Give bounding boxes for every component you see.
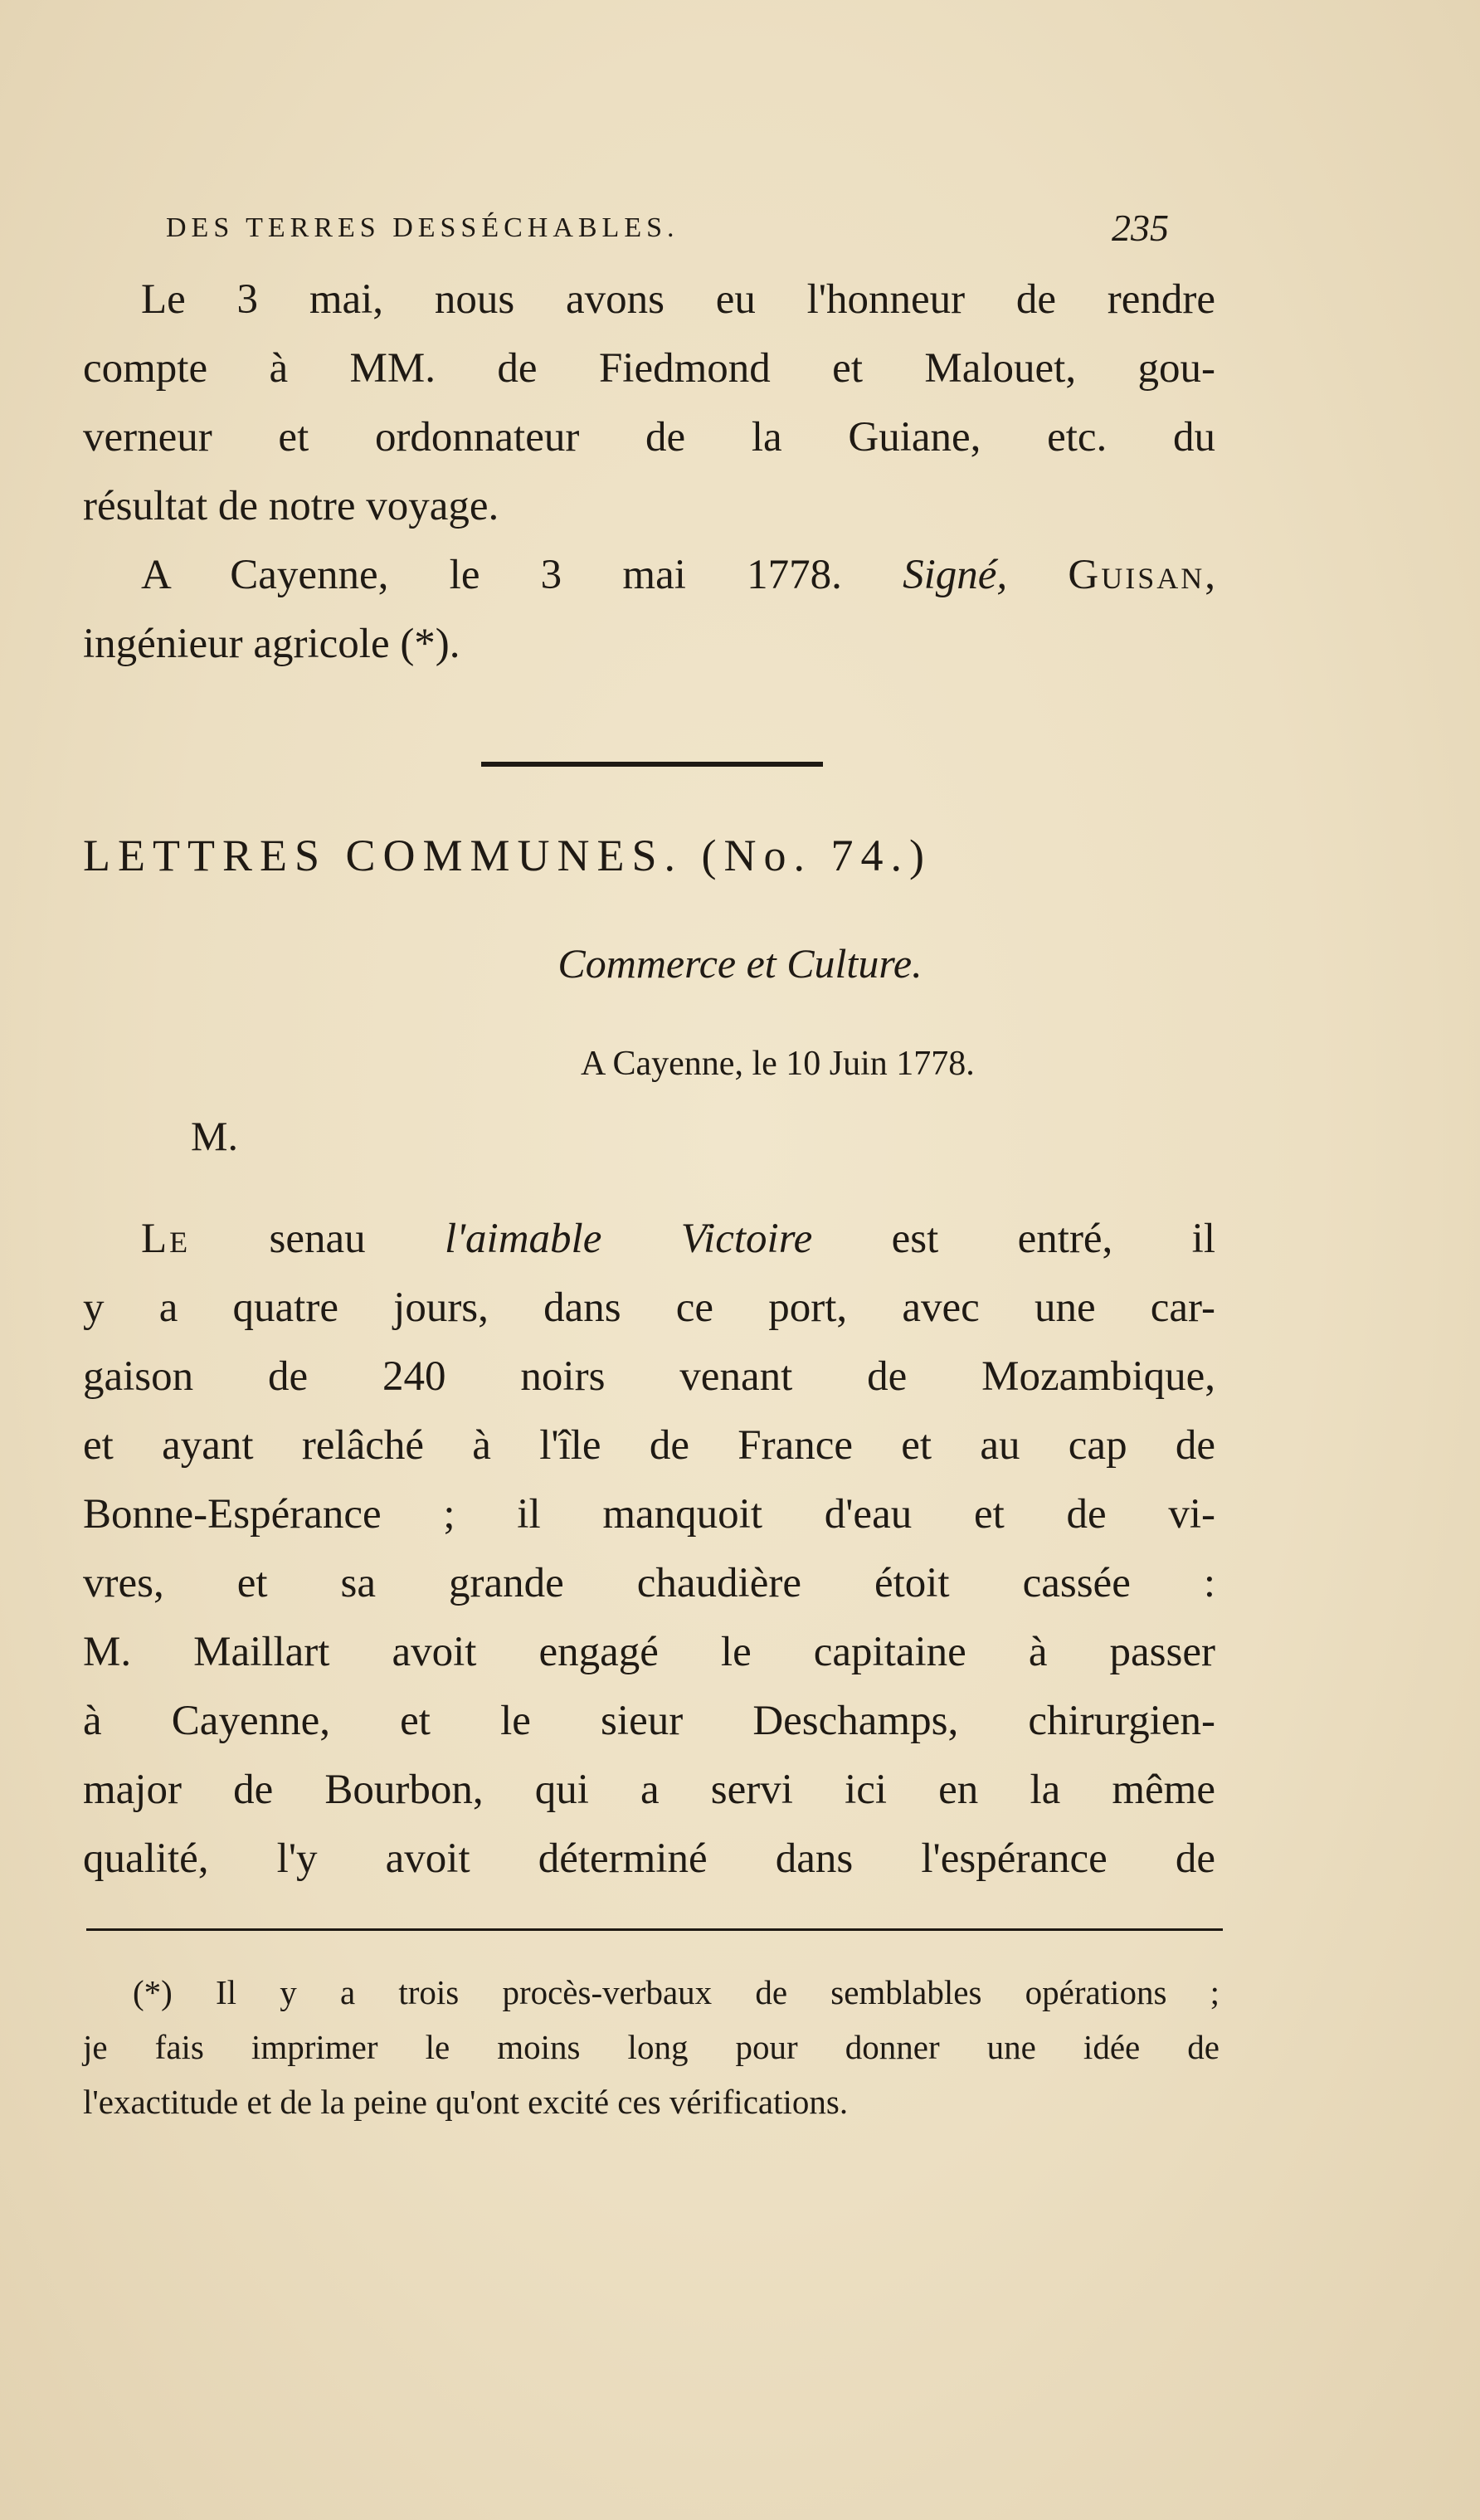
signed-label: Signé,: [903, 552, 1008, 598]
signer-comma: ,: [1205, 552, 1215, 598]
first-word: Le: [141, 1216, 191, 1262]
letter-dateline: A Cayenne, le 10 Juin 1778.: [581, 1045, 975, 1083]
footnote-line: (*) Il y a trois procès-verbaux de semblables opérations ;: [133, 1973, 1220, 2011]
running-head: [0, 206, 1480, 256]
running-title: DES TERRES DESSÉCHABLES.: [166, 212, 679, 243]
footnote-line: je fais imprimer le moins long pour donner une idée de: [83, 2028, 1220, 2066]
section-subheading: Commerce et Culture.: [557, 940, 923, 987]
footnote-line: l'exactitude et de la peine qu'ont excité ces vérifications.: [83, 2083, 849, 2121]
text-line: major de Bourbon, qui a servi ici en la même: [83, 1767, 1215, 1813]
text-line: gaison de 240 noirs venant de Mozambique,: [83, 1353, 1215, 1400]
text-line: Bonne-Espérance ; il manquoit d'eau et de vi-: [83, 1491, 1215, 1538]
footnote: [83, 1965, 1220, 2129]
text-fragment: est entré, il: [891, 1216, 1215, 1262]
paragraph-report: [83, 266, 1215, 541]
page-number: 235: [1112, 207, 1169, 249]
letter-body: [83, 1205, 1215, 1894]
place-date: A Cayenne, le 3 mai 1778.: [141, 552, 842, 598]
text-line: et ayant relâché à l'île de France et au cap de: [83, 1422, 1215, 1469]
signer-name: Guisan: [1068, 552, 1205, 598]
section-heading: LETTRES COMMUNES. (No. 74.): [83, 831, 932, 880]
text-line: qualité, l'y avoit déterminé dans l'espérance de: [83, 1835, 1215, 1882]
text-fragment: senau: [269, 1216, 366, 1262]
text-line: à Cayenne, et le sieur Deschamps, chirurgien-: [83, 1698, 1215, 1744]
signature-block: [83, 541, 1215, 679]
text-line: résultat de notre voyage.: [83, 483, 499, 529]
section-divider: [481, 762, 823, 767]
ship-name: l'aimable Victoire: [444, 1216, 813, 1262]
footnote-rule: [86, 1928, 1223, 1931]
text-line: verneur et ordonnateur de la Guiane, etc. du: [83, 414, 1215, 461]
signature-line: [83, 541, 1215, 610]
text-line: y a quatre jours, dans ce port, avec une car-: [83, 1284, 1215, 1331]
text-line: [83, 1205, 1215, 1274]
letter-salutation: M.: [191, 1113, 238, 1159]
text-line: M. Maillart avoit engagé le capitaine à passer: [83, 1629, 1215, 1675]
text-line: vres, et sa grande chaudière étoit cassée :: [83, 1560, 1215, 1606]
text-line: Le 3 mai, nous avons eu l'honneur de rendre: [141, 276, 1215, 323]
signer-title: ingénieur agricole (*).: [83, 621, 460, 667]
text-line: compte à MM. de Fiedmond et Malouet, gou-: [83, 345, 1215, 392]
